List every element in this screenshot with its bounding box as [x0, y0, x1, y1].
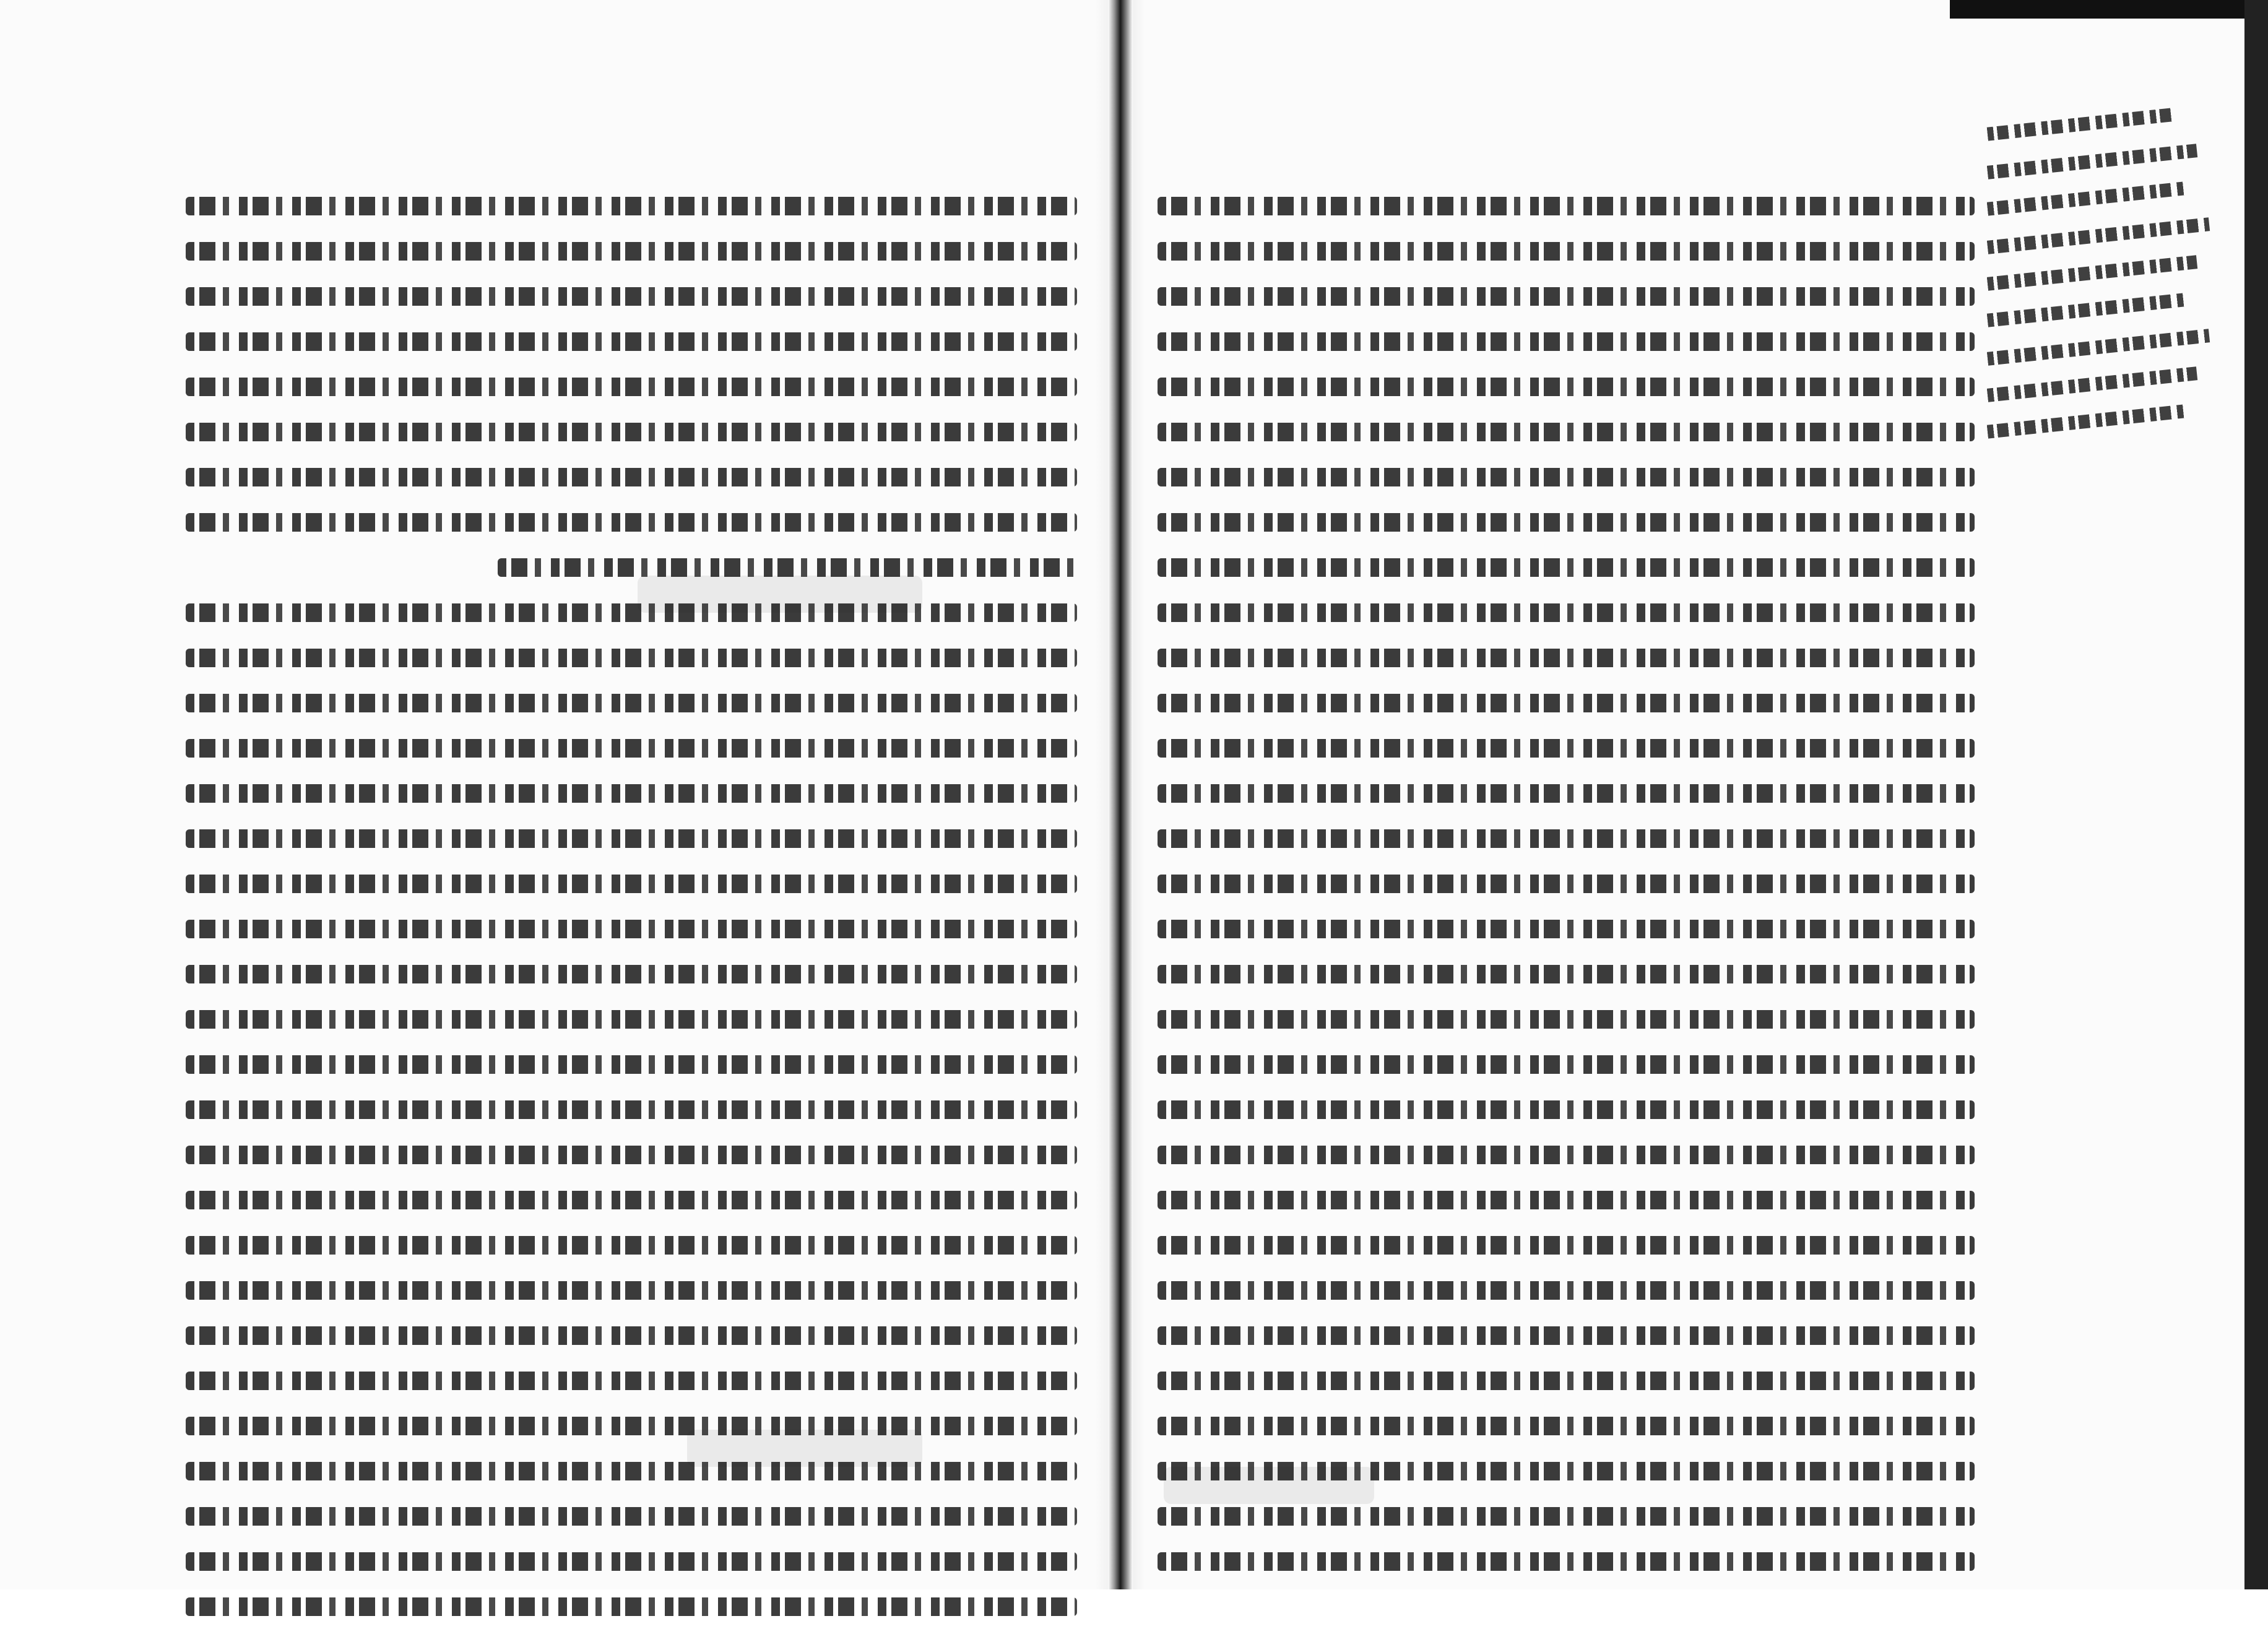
marginal-note-line [1987, 255, 2197, 290]
manuscript-line [186, 954, 1077, 996]
manuscript-line [1158, 999, 1975, 1042]
manuscript-line [1158, 1360, 1975, 1403]
handwriting-stroke [186, 1462, 1077, 1480]
handwriting-stroke [1158, 739, 1975, 758]
manuscript-line [1158, 683, 1975, 725]
manuscript-line [1158, 592, 1975, 635]
manuscript-line [186, 1270, 1077, 1313]
manuscript-line [186, 366, 1077, 409]
handwriting-stroke [186, 1100, 1077, 1119]
handwriting-stroke [186, 1146, 1077, 1164]
handwriting-stroke [1158, 287, 1975, 306]
handwriting-stroke [186, 1010, 1077, 1029]
marginal-note-line [1987, 217, 2210, 254]
handwriting-stroke [1158, 242, 1975, 261]
scanner-edge-top [1950, 0, 2268, 19]
handwriting-stroke [1158, 1055, 1975, 1074]
manuscript-line [1158, 1134, 1975, 1177]
manuscript-line [1158, 1541, 1975, 1584]
handwriting-stroke [186, 694, 1077, 712]
handwriting-stroke [186, 875, 1077, 893]
manuscript-line [1158, 1225, 1975, 1268]
handwriting-stroke [186, 829, 1077, 848]
handwriting-stroke [1158, 1281, 1975, 1300]
manuscript-line [186, 1089, 1077, 1132]
handwriting-stroke [186, 468, 1077, 486]
manuscript-line [1158, 1451, 1975, 1493]
manuscript-line [1158, 457, 1975, 499]
handwriting-stroke [186, 242, 1077, 261]
manuscript-line [186, 1180, 1077, 1222]
marginal-note-line [1987, 329, 2210, 366]
manuscript-line [186, 1496, 1077, 1539]
handwriting-stroke [1158, 649, 1975, 667]
handwriting-stroke [1158, 1236, 1975, 1255]
handwriting-stroke [186, 1236, 1077, 1255]
manuscript-line [1158, 547, 1975, 590]
manuscript-line [1158, 909, 1975, 951]
handwriting-stroke [1158, 603, 1975, 622]
manuscript-line [186, 321, 1077, 364]
handwriting-stroke [1158, 1507, 1975, 1526]
handwriting-stroke [1158, 1146, 1975, 1164]
handwriting-stroke [1158, 875, 1975, 893]
marginal-note-line [1987, 404, 2186, 438]
handwriting-stroke [186, 513, 1077, 532]
handwriting-stroke [1158, 513, 1975, 532]
manuscript-line [186, 231, 1077, 274]
handwriting-stroke [186, 649, 1077, 667]
manuscript-line [186, 1541, 1077, 1584]
handwriting-stroke [186, 1326, 1077, 1345]
handwriting-stroke [186, 1191, 1077, 1209]
manuscript-line [186, 502, 1077, 545]
manuscript-line [1158, 412, 1975, 454]
scanner-edge-right [2244, 0, 2268, 1589]
handwriting-stroke [186, 1281, 1077, 1300]
marginal-note-line [1987, 366, 2197, 402]
handwriting-stroke [1158, 1191, 1975, 1209]
handwriting-stroke [186, 378, 1077, 396]
handwriting-stroke [1158, 468, 1975, 486]
handwriting-stroke [1158, 1326, 1975, 1345]
left-page-text [186, 186, 1077, 1560]
right-page-text [1158, 186, 1975, 1560]
handwriting-stroke [186, 1597, 1077, 1616]
right-page [1158, 111, 1975, 1560]
manuscript-line [186, 1406, 1077, 1448]
manuscript-line [186, 818, 1077, 861]
manuscript-line [186, 863, 1077, 906]
manuscript-line [1158, 502, 1975, 545]
manuscript-line [186, 773, 1077, 816]
manuscript-line [1158, 1270, 1975, 1313]
manuscript-line [186, 1451, 1077, 1493]
manuscript-line [186, 1360, 1077, 1403]
manuscript-line [186, 412, 1077, 454]
handwriting-stroke [1158, 694, 1975, 712]
manuscript-line [1158, 231, 1975, 274]
handwriting-stroke [186, 1507, 1077, 1526]
manuscript-line [186, 457, 1077, 499]
handwriting-stroke [186, 965, 1077, 983]
manuscript-line [186, 999, 1077, 1042]
handwriting-stroke [1158, 332, 1975, 351]
handwriting-stroke [186, 1552, 1077, 1571]
manuscript-line [186, 276, 1077, 319]
handwriting-stroke [1158, 558, 1975, 577]
handwriting-stroke [1158, 378, 1975, 396]
handwriting-stroke [186, 332, 1077, 351]
handwriting-stroke [1158, 920, 1975, 938]
manuscript-line [186, 547, 1077, 590]
handwriting-stroke [1158, 829, 1975, 848]
handwriting-stroke [1158, 1100, 1975, 1119]
manuscript-line [186, 1134, 1077, 1177]
manuscript-line [186, 909, 1077, 951]
manuscript-line [186, 592, 1077, 635]
manuscript-line [1158, 186, 1975, 228]
handwriting-stroke [186, 739, 1077, 758]
handwriting-stroke [186, 784, 1077, 803]
handwriting-stroke [186, 1372, 1077, 1390]
handwriting-stroke [186, 287, 1077, 306]
manuscript-line [1158, 1044, 1975, 1087]
handwriting-stroke [1158, 965, 1975, 983]
manuscript-line [186, 1315, 1077, 1358]
manuscript-line [1158, 1089, 1975, 1132]
manuscript-line [186, 1044, 1077, 1087]
manuscript-line [1158, 954, 1975, 996]
manuscript-line [186, 186, 1077, 228]
marginal-note-line [1987, 144, 2197, 179]
manuscript-line [1158, 1496, 1975, 1539]
handwriting-stroke [1158, 423, 1975, 441]
manuscript-line [1158, 1315, 1975, 1358]
manuscript-line [1158, 1406, 1975, 1448]
manuscript-line [1158, 366, 1975, 409]
manuscript-line [1158, 637, 1975, 680]
handwriting-stroke [1158, 1552, 1975, 1571]
marginal-note [1987, 111, 2228, 470]
handwriting-stroke [1158, 1372, 1975, 1390]
manuscript-line [186, 1586, 1077, 1629]
marginal-note-line [1987, 181, 2186, 215]
manuscript-line [186, 1225, 1077, 1268]
manuscript-line [1158, 276, 1975, 319]
manuscript-line [1158, 818, 1975, 861]
handwriting-stroke [1158, 1010, 1975, 1029]
handwriting-stroke [186, 1055, 1077, 1074]
handwriting-stroke [186, 1417, 1077, 1435]
handwriting-stroke [1158, 1417, 1975, 1435]
watermark [1058, 761, 1356, 811]
handwriting-stroke [186, 197, 1077, 215]
handwriting-stroke [1158, 197, 1975, 215]
manuscript-line [1158, 863, 1975, 906]
handwriting-stroke [186, 423, 1077, 441]
manuscript-line [186, 683, 1077, 725]
handwriting-stroke [498, 558, 1077, 577]
manuscript-line [186, 728, 1077, 771]
marginal-note-line [1987, 293, 2186, 327]
handwriting-stroke [1158, 1462, 1975, 1480]
left-page [186, 111, 1077, 1560]
handwriting-stroke [186, 603, 1077, 622]
handwriting-stroke [186, 920, 1077, 938]
manuscript-line [186, 637, 1077, 680]
manuscript-line [1158, 321, 1975, 364]
marginal-note-line [1987, 108, 2173, 140]
manuscript-line [1158, 1180, 1975, 1222]
